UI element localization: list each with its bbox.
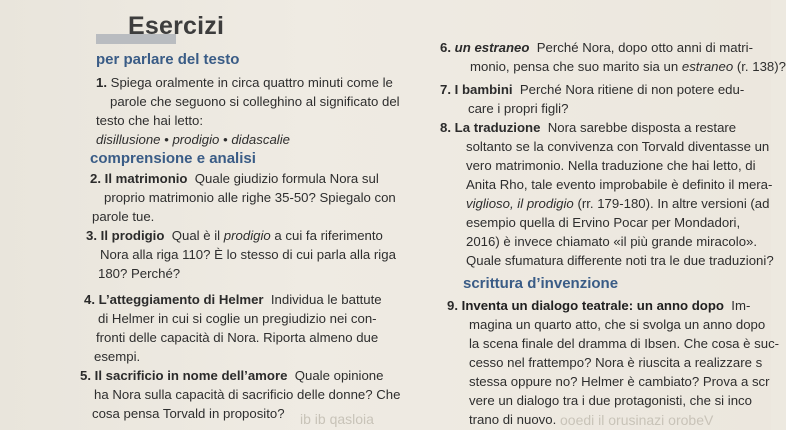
exercise-line: Nora alla riga 110? È lo stesso di cui parla alla riga bbox=[100, 247, 396, 262]
exercise-line: parole tue. bbox=[92, 209, 155, 224]
exercise-line: 2016) è invece chiamato «il più grande miracolo». bbox=[466, 234, 758, 249]
exercise-line: vere un dialogo tra i due protagonisti, che si inco bbox=[469, 393, 752, 408]
exercise-italic: estraneo bbox=[681, 59, 734, 74]
exercise-number: 7. bbox=[440, 82, 451, 97]
bleed-through-text: ib ib qasloia bbox=[300, 411, 374, 427]
exercise-line: 180? Perché? bbox=[98, 266, 181, 281]
exercise-number: 3. bbox=[86, 228, 97, 243]
exercise-terms: disillusione • prodigio • didascalie bbox=[96, 132, 290, 147]
exercise-line: Individua le battute bbox=[270, 292, 382, 307]
exercise-line: monio, pensa che suo marito sia un bbox=[470, 59, 679, 74]
exercise-line: Qual è il bbox=[171, 228, 221, 243]
exercise-line: di Helmer in cui si coglie un pregiudizio nei con- bbox=[98, 311, 377, 326]
exercise-line: testo che hai letto: bbox=[96, 113, 204, 128]
exercise-line: vero matrimonio. Nella traduzione che hai letto, di bbox=[466, 158, 756, 173]
section-heading-comprensione: comprensione e analisi bbox=[90, 150, 256, 167]
exercise-heading: Inventa un dialogo teatrale: un anno dopo bbox=[461, 298, 724, 313]
exercise-line: Quale giudizio formula Nora sul bbox=[194, 171, 379, 186]
exercise-9 bbox=[447, 296, 779, 429]
exercise-line: a cui fa riferimento bbox=[274, 228, 383, 243]
exercise-number: 4. bbox=[84, 292, 95, 307]
page-title: Esercizi bbox=[128, 12, 225, 40]
exercise-line: Perché Nora, dopo otto anni di matri- bbox=[536, 40, 753, 55]
exercise-2 bbox=[90, 169, 396, 226]
exercise-heading: L’atteggiamento di Helmer bbox=[98, 292, 264, 307]
exercise-number: 1. bbox=[96, 75, 107, 90]
exercise-line: (r. 138)? bbox=[736, 59, 786, 74]
section-heading-scrittura: scrittura d’invenzione bbox=[463, 275, 619, 292]
exercise-line: parole che seguono si colleghino al significato del bbox=[110, 94, 400, 109]
exercise-line: care i propri figli? bbox=[468, 101, 569, 116]
exercise-line: Quale sfumatura differente noti tra le due traduzioni? bbox=[466, 253, 774, 268]
exercise-heading: un estraneo bbox=[454, 40, 530, 55]
exercise-number: 5. bbox=[80, 368, 91, 383]
exercise-heading: I bambini bbox=[454, 82, 513, 97]
exercise-number: 9. bbox=[447, 298, 458, 313]
exercise-line: stessa oppure no? Helmer è cambiato? Prova a scr bbox=[469, 374, 770, 389]
exercise-6 bbox=[440, 38, 786, 76]
exercise-line: (rr. 179-180). In altre versioni (ad bbox=[577, 196, 770, 211]
exercise-heading: Il sacrificio in nome dell’amore bbox=[94, 368, 288, 383]
exercise-line: soltanto se la convivenza con Torvald diventasse un bbox=[466, 139, 770, 154]
exercise-line: cosa pensa Torvald in proposito? bbox=[92, 406, 285, 421]
bleed-through-text: ooedi il orusinazi orobeV bbox=[560, 412, 714, 428]
exercise-number: 6. bbox=[440, 40, 451, 55]
exercise-line: Quale opinione bbox=[294, 368, 384, 383]
exercise-number: 2. bbox=[90, 171, 101, 186]
exercise-line: magina un quarto atto, che si svolga un anno dopo bbox=[469, 317, 766, 332]
exercise-line: esempi. bbox=[94, 349, 141, 364]
exercise-line: Im- bbox=[731, 298, 751, 313]
exercise-7 bbox=[440, 80, 744, 118]
exercise-line: Perché Nora ritiene di non potere edu- bbox=[519, 82, 745, 97]
exercise-line: fronti delle capacità di Nora. Riporta almeno due bbox=[96, 330, 379, 345]
exercise-line: la scena finale del dramma di Ibsen. Che cosa è suc- bbox=[469, 336, 780, 351]
exercise-heading: Il prodigio bbox=[100, 228, 165, 243]
exercise-number: 8. bbox=[440, 120, 451, 135]
exercise-line: proprio matrimonio alle righe 35-50? Spiegalo con bbox=[104, 190, 396, 205]
exercise-line: Spiega oralmente in circa quattro minuti come le bbox=[110, 75, 393, 90]
exercise-8 bbox=[440, 118, 774, 270]
exercise-3 bbox=[86, 226, 396, 283]
exercise-line: ha Nora sulla capacità di sacrificio delle donne? Che bbox=[94, 387, 401, 402]
exercise-line: cesso nel frattempo? Nora è riuscita a realizzare s bbox=[469, 355, 763, 370]
exercise-italic: prodigio bbox=[223, 228, 271, 243]
exercise-4 bbox=[84, 290, 382, 366]
exercise-1 bbox=[96, 73, 400, 149]
exercise-line: Nora sarebbe disposta a restare bbox=[547, 120, 737, 135]
exercise-line: Anita Rho, tale evento improbabile è definito il mera- bbox=[466, 177, 773, 192]
exercise-line: esempio quella di Ervino Pocar per Mondadori, bbox=[466, 215, 741, 230]
exercise-heading: Il matrimonio bbox=[104, 171, 188, 186]
exercise-heading: La traduzione bbox=[454, 120, 541, 135]
exercise-line: trano di nuovo. bbox=[469, 412, 557, 427]
section-heading-per-parlare: per parlare del testo bbox=[96, 51, 240, 68]
exercise-italic: viglioso, il prodigio bbox=[466, 196, 574, 211]
